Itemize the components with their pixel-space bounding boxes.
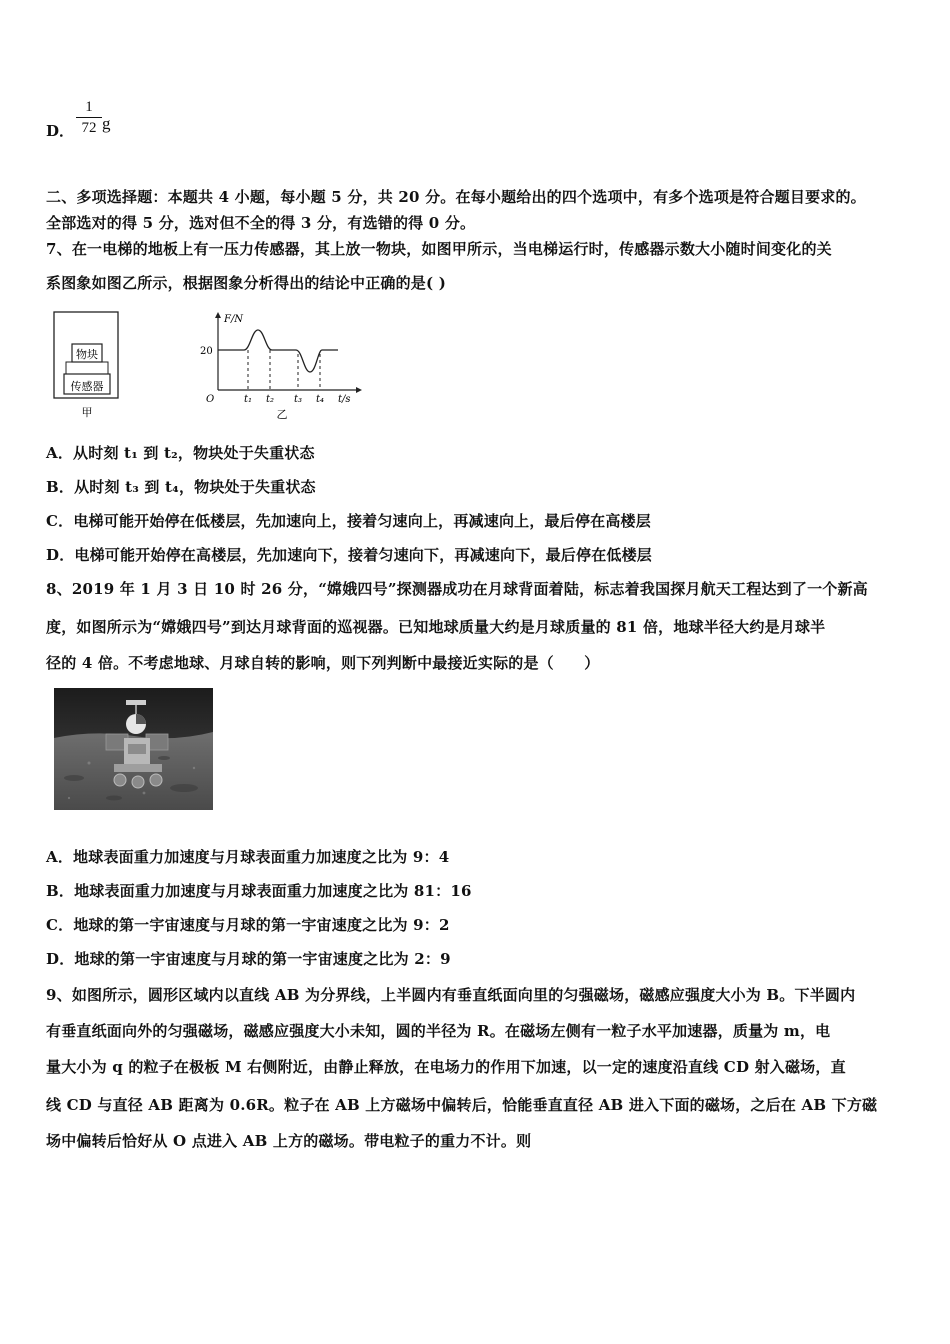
rover-photo	[54, 688, 213, 810]
q7-option-a: A．从时刻 t₁ 到 t₂，物块处于失重状态	[46, 444, 315, 462]
q7-option-b: B．从时刻 t₃ 到 t₄，物块处于失重状态	[46, 478, 316, 496]
q9-stem-line4: 线 CD 与直径 AB 距离为 0.6R。粒子在 AB 上方磁场中偏转后，恰能垂直直径 AB 进入下面的磁场，之后在 AB 下方磁	[46, 1096, 878, 1114]
q7-stem-line1: 7、在一电梯的地板上有一压力传感器，其上放一物块，如图甲所示，当电梯运行时，传感器示数大小随时间变化的关	[46, 240, 832, 258]
caption-jia: 甲	[81, 406, 93, 419]
tick-t3: t₃	[294, 394, 303, 405]
y-tick-20: 20	[200, 346, 213, 357]
sensor-label: 传感器	[70, 380, 104, 393]
y-arrow	[215, 312, 221, 318]
fraction-numerator: 1	[85, 99, 93, 115]
tick-t4: t₄	[316, 394, 325, 405]
q8-option-b: B．地球表面重力加速度与月球表面重力加速度之比为 81：16	[46, 882, 472, 900]
force-curve	[218, 330, 338, 372]
fraction-bar	[76, 117, 102, 118]
section2-line2: 全部选对的得 5 分，选对但不全的得 3 分，有选错的得 0 分。	[46, 214, 476, 232]
q8-stem-line2: 度，如图所示为“嫦娥四号”到达月球背面的巡视器。已知地球质量大约是月球质量的 81 倍，地球半径大约是月球半	[46, 618, 826, 636]
q9-stem-line5: 场中偏转后恰好从 O 点进入 AB 上方的磁场。带电粒子的重力不计。则	[46, 1132, 532, 1150]
q9-stem-line2: 有垂直纸面向外的匀强磁场，磁感应强度大小未知，圆的半径为 R。在磁场左侧有一粒子水平加速器，质量为 m，电	[46, 1022, 831, 1040]
unit-g: g	[102, 114, 111, 133]
caption-yi: 乙	[276, 408, 288, 421]
y-axis-label: F/N	[224, 314, 244, 325]
q8-stem-line3: 径的 4 倍。不考虑地球、月球自转的影响，则下列判断中最接近实际的是（ ）	[46, 654, 600, 672]
fraction	[74, 98, 104, 137]
fraction-denominator: 72	[81, 120, 97, 136]
x-arrow	[356, 387, 362, 393]
rover-illustration	[54, 688, 213, 810]
x-axis-label: t/s	[338, 394, 351, 405]
tick-t2: t₂	[266, 394, 275, 405]
q8-stem-line1: 8、2019 年 1 月 3 日 10 时 26 分，“嫦娥四号”探测器成功在月球背面着陆，标志着我国探月航天工程达到了一个新高	[46, 580, 868, 598]
origin-label: O	[206, 394, 215, 405]
q7-option-c: C．电梯可能开始停在低楼层，先加速向上，接着匀速向上，再减速向上，最后停在高楼层	[46, 512, 651, 530]
q7-stem-line2: 系图象如图乙所示，根据图象分析得出的结论中正确的是( )	[46, 274, 447, 292]
figure-jia	[52, 310, 124, 422]
figure-yi	[196, 310, 368, 422]
q9-stem-line1: 9、如图所示，圆形区域内以直线 AB 为分界线，上半圆内有垂直纸面向里的匀强磁场，磁感应强度大小为 B。下半圆内	[46, 986, 856, 1004]
q8-option-a: A．地球表面重力加速度与月球表面重力加速度之比为 9：4	[46, 848, 450, 866]
tick-t1: t₁	[244, 394, 253, 405]
prev-option-d-label: D．	[46, 122, 75, 140]
q8-option-d: D．地球的第一宇宙速度与月球的第一宇宙速度之比为 2：9	[46, 950, 451, 968]
section2-line1: 二、多项选择题：本题共 4 小题，每小题 5 分，共 20 分。在每小题给出的四个选项中，有多个选项是符合题目要求的。	[46, 188, 866, 206]
q9-stem-line3: 量大小为 q 的粒子在极板 M 右侧附近，由静止释放，在电场力的作用下加速，以一定的速度沿直线 CD 射入磁场，直	[46, 1058, 846, 1076]
block-label: 物块	[76, 348, 98, 361]
q7-option-d: D．电梯可能开始停在高楼层，先加速向下，接着匀速向下，再减速向下，最后停在低楼层	[46, 546, 653, 564]
q8-option-c: C．地球的第一宇宙速度与月球的第一宇宙速度之比为 9：2	[46, 916, 450, 934]
sensor-top	[66, 362, 108, 374]
